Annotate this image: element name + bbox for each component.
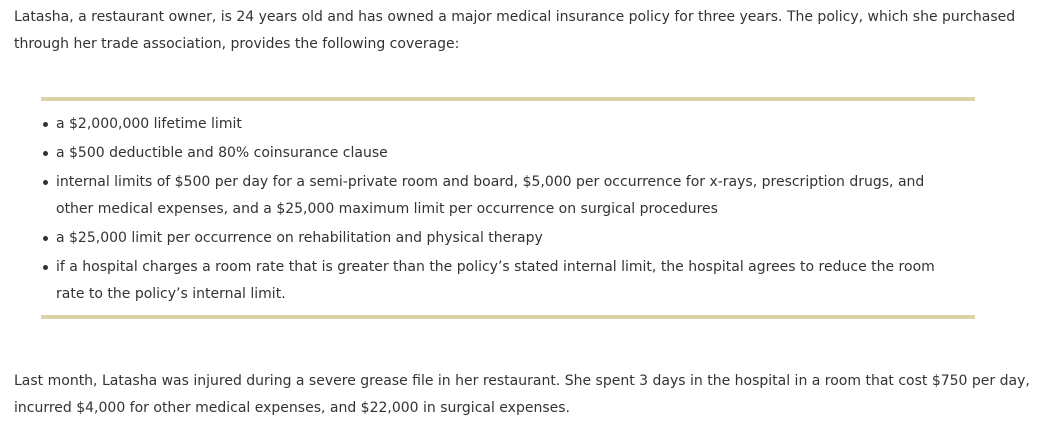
bullet-icon (43, 122, 48, 127)
bullet-icon (43, 236, 48, 241)
list-item (41, 225, 961, 252)
bullet-icon (43, 265, 48, 270)
intro-paragraph: Latasha, a restaurant owner, is 24 years old and has owned a major medical insurance policy for three years. The policy, which she purchased through her trade association, provides the following coverage: (14, 9, 1016, 52)
bullet-icon (43, 151, 48, 156)
list-item (41, 140, 961, 167)
list-item (41, 169, 961, 223)
list-item (41, 254, 961, 308)
list-item-text: internal limits of $500 per day for a semi-private room and board, $5,000 per occurrence for x-rays, prescription drugs, and other medical expenses, and a $25,000 maximum limit per occurrence on surgical procedures (56, 174, 925, 217)
bullet-icon (43, 180, 48, 185)
list-item-text: a $500 deductible and 80% coinsurance clause (56, 145, 388, 161)
closing-paragraph: Last month, Latasha was injured during a severe grease file in her restaurant. She spent 3 days in the hospital in a room that cost $750 per day, incurred $4,000 for other medical expenses, and $22,000 in surgical expenses. (14, 373, 1030, 416)
list-item-text: a $25,000 limit per occurrence on rehabilitation and physical therapy (56, 230, 543, 246)
divider-top (41, 97, 975, 101)
divider-bottom (41, 315, 975, 319)
list-item (41, 111, 961, 138)
list-item-text: a $2,000,000 lifetime limit (56, 116, 242, 132)
list-item-text: if a hospital charges a room rate that is greater than the policy’s stated internal limit, the hospital agrees to reduce the room rate to the policy’s internal limit. (56, 259, 935, 302)
coverage-list (41, 111, 961, 310)
